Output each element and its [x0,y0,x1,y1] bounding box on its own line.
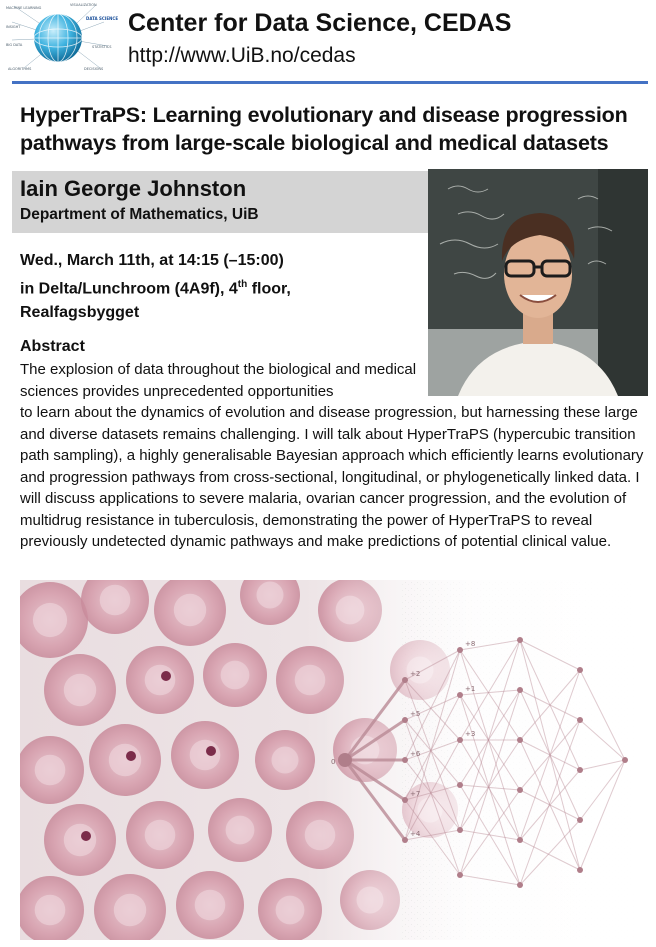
graph-node-label: +6 [410,750,421,758]
logo-label: STATISTICS [92,45,112,49]
graph-node [402,837,408,843]
abstract-text: The explosion of data throughout the biological and medical sciences provides unprecedented opportunities [20,361,417,400]
graph-node [517,637,523,643]
graph-node-label: +2 [410,670,421,678]
graph-node [402,717,408,723]
org-title: Center for Data Science, CEDAS [128,9,512,37]
logo-label: ALGORITHMS [8,67,32,71]
speaker-department: Department of Mathematics, UiB [20,206,259,223]
talk-title: HyperTraPS: Learning evolutionary and disease progression pathways from large-scale biological and medical datasets [20,103,628,155]
graph-node [402,757,408,763]
graph-node [457,737,463,743]
graph-node [457,827,463,833]
graph-node-label: +7 [410,790,421,798]
graph-node [577,817,583,823]
graph-node-label: +3 [465,730,476,738]
graph-node [622,757,628,763]
event-location [20,273,420,301]
speaker-photo [428,169,648,396]
graph-node [457,872,463,878]
graph-node [517,787,523,793]
event-date: Wed., March 11th, at 14:15 (–15:00) [20,252,284,269]
graph-node [338,753,352,767]
graph-node [402,797,408,803]
graph-node [517,687,523,693]
cedas-logo [4,0,118,76]
blood-cells-and-pathway-graph [20,580,648,940]
logo-label: BIG DATA [6,43,23,47]
abstract-heading: Abstract [20,338,85,355]
logo-label: MACHINE LEARNING [6,6,42,10]
logo-label: DECISIONS [84,67,104,71]
header-divider [12,81,648,84]
graph-node-label: +8 [465,640,476,648]
graph-node [577,867,583,873]
abstract-text: to learn about the dynamics of evolution and disease progression, but harnessing these large and diverse datasets remains challenging. I will talk about HyperTraPS (hypercubic transition path sampling), a highly generalisable Bayesian approach which efficiently learns evolutionary and progression pathways from cross-sectional, longitudinal, or phylogenetically linked data. I will discuss applications to severe malaria, ovarian cancer progression, and the evolution of multidrug resistance in tuberculosis, demonstrating the power of HyperTraPS to reveal previously undetected dynamic pathways and make predictions of potential clinical value. [20,404,644,550]
logo-label: VISUALIZATION [70,3,97,7]
logo-label: DATA SCIENCE [86,16,118,21]
graph-node [517,737,523,743]
graph-node-label: 0 [331,758,336,766]
event-location-text: floor, [247,280,291,298]
graph-node [457,692,463,698]
event-details [20,249,420,325]
org-url[interactable]: http://www.UiB.no/cedas [128,44,356,67]
graph-node [577,717,583,723]
graph-node [402,677,408,683]
logo-label: INSIGHT [6,25,21,29]
event-building: Realfagsbygget [20,304,140,322]
speaker-name: Iain George Johnston [20,176,247,201]
graph-node-label: +5 [410,710,421,718]
graph-node-label: +1 [465,685,476,693]
graph-node [457,647,463,653]
graph-node [457,782,463,788]
floor-suffix: th [237,279,248,290]
graph-node-label: +4 [410,830,421,838]
graph-node [517,837,523,843]
event-location-text: in Delta/Lunchroom (4A9f), 4 [20,280,238,298]
graph-node [577,767,583,773]
graph-node [517,882,523,888]
graph-node [577,667,583,673]
